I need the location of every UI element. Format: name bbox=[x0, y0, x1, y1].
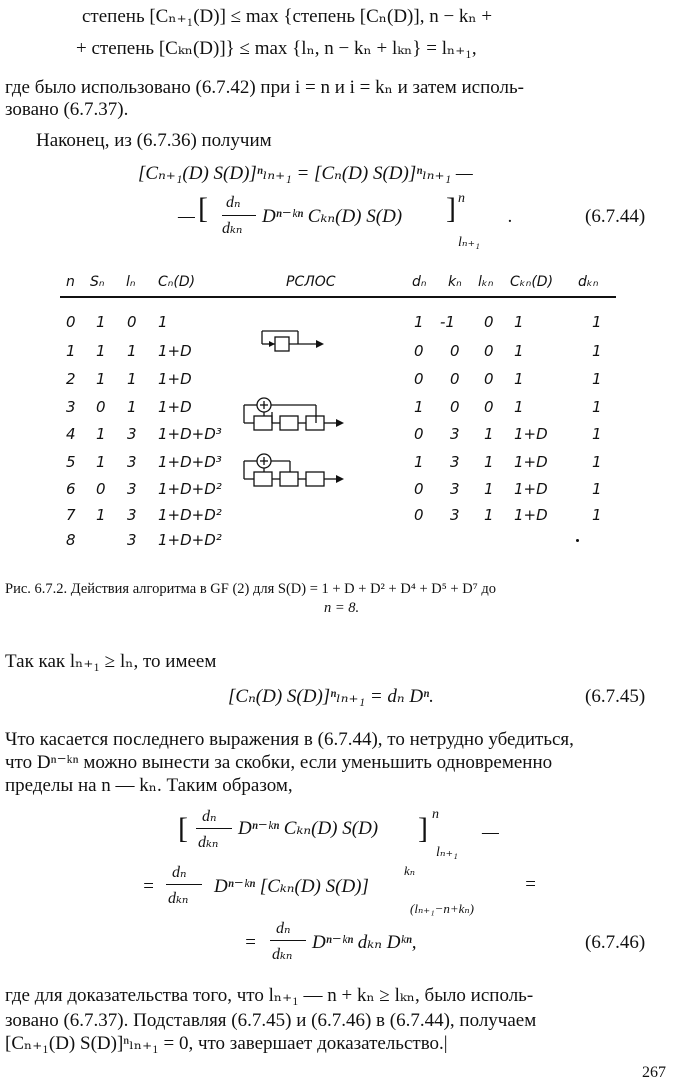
cell-lk: 0 bbox=[484, 313, 494, 331]
cell-l: 3 bbox=[127, 531, 137, 549]
cell-n: 6 bbox=[66, 480, 76, 498]
fraction-numerator: dₙ bbox=[226, 194, 241, 211]
header-c: Cₙ(D) bbox=[158, 274, 196, 290]
right-bracket: ] bbox=[446, 192, 456, 225]
cell-lk: 0 bbox=[484, 342, 494, 360]
text-line: Что касается последнего выражения в (6.7.44), то нетрудно убедиться, bbox=[5, 729, 574, 750]
cell-k: 3 bbox=[450, 480, 460, 498]
cell-s: 1 bbox=[96, 370, 106, 388]
cell-k: 0 bbox=[450, 342, 460, 360]
cell-k: 0 bbox=[450, 370, 460, 388]
cell-l: 3 bbox=[127, 506, 137, 524]
text-line: Так как lₙ₊₁ ≥ lₙ, то имеем bbox=[5, 651, 217, 672]
fraction-denominator: dₖₙ bbox=[222, 220, 243, 237]
cell-s: 0 bbox=[96, 398, 106, 416]
cell-lk: 0 bbox=[484, 370, 494, 388]
cell-k: 3 bbox=[450, 425, 460, 443]
cell-s: 1 bbox=[96, 342, 106, 360]
lfsr-diagram-3-stage-a bbox=[232, 392, 352, 442]
cell-d: 0 bbox=[414, 342, 424, 360]
figure-caption: Рис. 6.7.2. Действия алгоритма в GF (2) для S(D) = 1 + D + D² + D⁴ + D⁵ + D⁷ до bbox=[5, 581, 497, 597]
cell-k: -1 bbox=[440, 313, 455, 331]
text-line: пределы на n — kₙ. Таким образом, bbox=[5, 775, 293, 796]
cell-l: 0 bbox=[127, 313, 137, 331]
cell-dk: 1 bbox=[592, 313, 602, 331]
fraction-numerator: dₙ bbox=[202, 808, 217, 825]
equation-body: Dⁿ⁻ᵏⁿ Cₖₙ(D) S(D) bbox=[238, 818, 379, 839]
cell-c: 1+D bbox=[158, 398, 192, 416]
cell-c: 1+D+D² bbox=[158, 531, 222, 549]
cell-d: 1 bbox=[414, 453, 424, 471]
equation-body: Dⁿ⁻ᵏⁿ dₖₙ Dᵏⁿ, bbox=[312, 932, 417, 953]
cell-lk: 1 bbox=[484, 453, 494, 471]
cell-c: 1+D+D² bbox=[158, 480, 222, 498]
bracket-subscript: lₙ₊₁ bbox=[458, 235, 480, 250]
cell-dk: 1 bbox=[592, 370, 602, 388]
text-line: [Cₙ₊₁(D) S(D)]ⁿₗₙ₊₁ = 0, что завершает доказательство.| bbox=[5, 1033, 448, 1054]
cell-lk: 1 bbox=[484, 506, 494, 524]
header-dk: dₖₙ bbox=[578, 274, 599, 290]
text-line: где для доказательства того, что lₙ₊₁ — n + kₙ ≥ lₖₙ, было исполь- bbox=[5, 985, 534, 1006]
header-rule bbox=[60, 296, 616, 298]
cell-ck: 1+D bbox=[514, 506, 548, 524]
equals-sign: = bbox=[244, 932, 257, 953]
header-ck: Cₖₙ(D) bbox=[510, 274, 554, 290]
text-line: Наконец, из (6.7.36) получим bbox=[36, 130, 272, 151]
cell-s: 1 bbox=[96, 453, 106, 471]
cell-d: 0 bbox=[414, 370, 424, 388]
cell-l: 3 bbox=[127, 480, 137, 498]
lfsr-diagram-3-stage-b bbox=[232, 448, 352, 498]
bracket-superscript: n bbox=[458, 191, 465, 206]
fraction-denominator: dₖₙ bbox=[198, 834, 219, 851]
header-l: lₙ bbox=[126, 274, 136, 290]
cell-s: 0 bbox=[96, 480, 106, 498]
cell-lk: 0 bbox=[484, 398, 494, 416]
fraction-denominator: dₖₙ bbox=[168, 890, 189, 907]
page-number: 267 bbox=[642, 1064, 666, 1081]
bracket-superscript: kₙ bbox=[404, 863, 416, 878]
cell-ck: 1+D bbox=[514, 480, 548, 498]
equation-body: Dⁿ⁻ᵏⁿ [Cₖₙ(D) S(D)] bbox=[214, 876, 369, 897]
cell-c: 1+D+D² bbox=[158, 506, 222, 524]
text-line: что Dⁿ⁻ᵏⁿ можно вынести за скобки, если уменьшить одновременно bbox=[5, 752, 553, 773]
cell-d: 0 bbox=[414, 506, 424, 524]
cell-n: 0 bbox=[66, 313, 76, 331]
text-line: зовано (6.7.37). Подставляя (6.7.45) и (6.7.46) в (6.7.44), получаем bbox=[5, 1010, 537, 1031]
fraction-denominator: dₖₙ bbox=[272, 946, 293, 963]
cell-ck: 1+D bbox=[514, 425, 548, 443]
cell-ck: 1+D bbox=[514, 453, 548, 471]
bracket-subscript: (lₙ₊₁−n+kₙ) bbox=[410, 901, 475, 916]
cell-l: 1 bbox=[127, 398, 137, 416]
cell-k: 0 bbox=[450, 398, 460, 416]
fraction-numerator: dₙ bbox=[172, 864, 187, 881]
cell-c: 1+D+D³ bbox=[158, 453, 222, 471]
header-s: Sₙ bbox=[90, 274, 105, 290]
cell-dk: 1 bbox=[592, 342, 602, 360]
right-bracket: ] bbox=[418, 812, 428, 845]
header-d: dₙ bbox=[412, 274, 427, 290]
cell-l: 1 bbox=[127, 342, 137, 360]
fraction-bar bbox=[166, 884, 202, 885]
equation-tail: = bbox=[524, 874, 537, 895]
text-line: зовано (6.7.37). bbox=[5, 99, 129, 120]
lfsr-diagram-1-stage bbox=[250, 326, 330, 366]
header-lk: lₖₙ bbox=[478, 274, 494, 290]
cell-n: 1 bbox=[66, 342, 76, 360]
cell-s: 1 bbox=[96, 313, 106, 331]
cell-dk: 1 bbox=[592, 425, 602, 443]
cell-l: 3 bbox=[127, 425, 137, 443]
cell-dk: 1 bbox=[592, 480, 602, 498]
left-bracket: [ bbox=[198, 192, 208, 225]
cell-ck: 1 bbox=[514, 398, 524, 416]
fraction-bar bbox=[196, 828, 232, 829]
fraction-bar bbox=[222, 215, 256, 216]
cell-k: 3 bbox=[450, 506, 460, 524]
cell-d: 0 bbox=[414, 425, 424, 443]
cell-k: 3 bbox=[450, 453, 460, 471]
cell-lk: 1 bbox=[484, 425, 494, 443]
bracket-subscript: lₙ₊₁ bbox=[436, 845, 458, 860]
cell-s: 1 bbox=[96, 506, 106, 524]
equation-minus: — bbox=[178, 206, 195, 227]
cell-n: 3 bbox=[66, 398, 76, 416]
equation-line: [Cₙ₊₁(D) S(D)]ⁿₗₙ₊₁ = [Cₙ(D) S(D)]ⁿₗₙ₊₁ — bbox=[138, 163, 473, 184]
cell-n: 2 bbox=[66, 370, 76, 388]
cell-n: 4 bbox=[66, 425, 76, 443]
equals-sign: = bbox=[142, 876, 155, 897]
cell-l: 1 bbox=[127, 370, 137, 388]
cell-c: 1+D bbox=[158, 342, 192, 360]
bracket-superscript: n bbox=[432, 807, 439, 822]
cell-n: 8 bbox=[66, 531, 76, 549]
equation-body: Dⁿ⁻ᵏⁿ Cₖₙ(D) S(D) bbox=[262, 206, 403, 227]
text-line: где было использовано (6.7.42) при i = n и i = kₙ и затем исполь- bbox=[5, 77, 524, 98]
equation-dot: . bbox=[508, 206, 513, 227]
cell-ck: 1 bbox=[514, 342, 524, 360]
equation-tail: — bbox=[482, 822, 499, 843]
cell-ck: 1 bbox=[514, 370, 524, 388]
header-k: kₙ bbox=[448, 274, 462, 290]
stray-dot bbox=[576, 539, 579, 542]
cell-n: 5 bbox=[66, 453, 76, 471]
equation-number: (6.7.46) bbox=[585, 932, 646, 953]
cell-dk: 1 bbox=[592, 506, 602, 524]
cell-d: 1 bbox=[414, 398, 424, 416]
equation-line: [Cₙ(D) S(D)]ⁿₗₙ₊₁ = dₙ Dⁿ. bbox=[228, 686, 434, 707]
cell-dk: 1 bbox=[592, 453, 602, 471]
text-line: + степень [Cₖₙ(D)]} ≤ max {lₙ, n − kₙ + lₖₙ} = lₙ₊₁, bbox=[76, 38, 477, 59]
cell-l: 3 bbox=[127, 453, 137, 471]
cell-c: 1+D bbox=[158, 370, 192, 388]
header-lfsr: РСЛОС bbox=[286, 274, 336, 290]
fraction-bar bbox=[270, 940, 306, 941]
cell-s: 1 bbox=[96, 425, 106, 443]
cell-c: 1+D+D³ bbox=[158, 425, 222, 443]
left-bracket: [ bbox=[178, 812, 188, 845]
cell-d: 1 bbox=[414, 313, 424, 331]
header-n: n bbox=[66, 274, 75, 290]
equation-number: (6.7.44) bbox=[585, 206, 646, 227]
cell-n: 7 bbox=[66, 506, 76, 524]
fraction-numerator: dₙ bbox=[276, 920, 291, 937]
cell-ck: 1 bbox=[514, 313, 524, 331]
equation-number: (6.7.45) bbox=[585, 686, 646, 707]
cell-c: 1 bbox=[158, 313, 168, 331]
cell-dk: 1 bbox=[592, 398, 602, 416]
text-line: степень [Cₙ₊₁(D)] ≤ max {степень [Cₙ(D)], n − kₙ + bbox=[82, 6, 493, 27]
figure-caption-cont: n = 8. bbox=[324, 600, 360, 616]
cell-lk: 1 bbox=[484, 480, 494, 498]
cell-d: 0 bbox=[414, 480, 424, 498]
